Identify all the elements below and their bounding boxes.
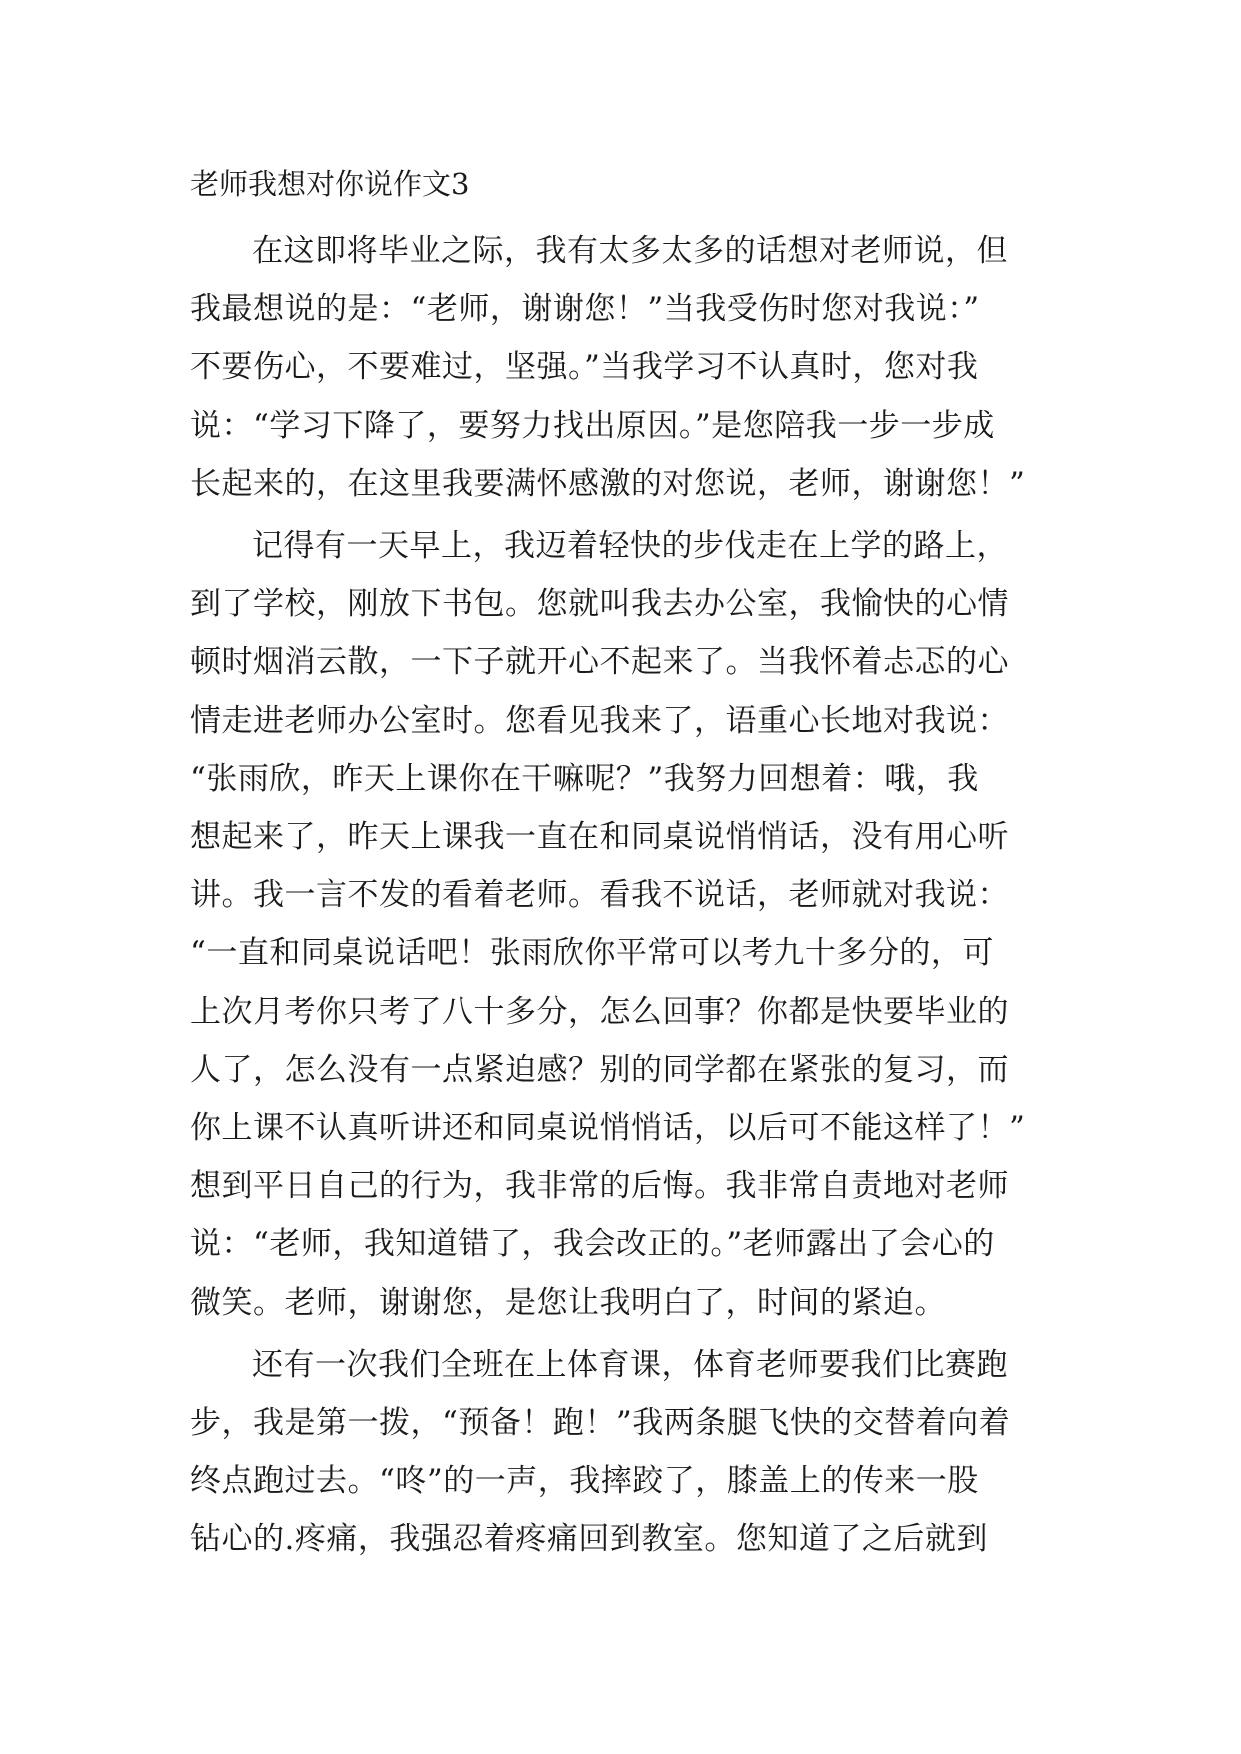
document-title: 老师我想对你说作文3 (190, 167, 470, 201)
paragraph-list (190, 222, 1050, 1569)
text-line: 说：“学习下降了，要努力找出原因。”是您陪我一步一步成 (190, 407, 995, 444)
text-line: 上次月考你只考了八十多分，怎么回事？你都是快要毕业的 (190, 993, 1009, 1030)
text-line: 想起来了，昨天上课我一直在和同桌说悄悄话，没有用心听 (190, 819, 1009, 856)
text-line: 说：“老师，我知道错了，我会改正的。”老师露出了会心的 (190, 1226, 995, 1263)
text-line: 情走进老师办公室时。您看见我来了，语重心长地对我说： (190, 702, 1009, 739)
text-line: 终点跑过去。“咚”的一声，我摔跤了，膝盖上的传来一股 (190, 1463, 979, 1500)
text-line: 步，我是第一拨，“预备！跑！”我两条腿飞快的交替着向着 (190, 1405, 1011, 1442)
text-line: 长起来的，在这里我要满怀感激的对您说，老师，谢谢您！” (190, 465, 1026, 502)
text-line: 讲。我一言不发的看着老师。看我不说话，老师就对我说： (190, 877, 1009, 914)
text-line: 不要伤心，不要难过，坚强。”当我学习不认真时，您对我 (190, 349, 979, 386)
text-line: 想到平日自己的行为，我非常的后悔。我非常自责地对老师 (190, 1168, 1009, 1205)
text-line: 还有一次我们全班在上体育课，体育老师要我们比赛跑 (252, 1346, 1008, 1383)
text-line: 在这即将毕业之际，我有太多太多的话想对老师说，但 (252, 233, 1008, 269)
paragraph (190, 222, 1050, 513)
paragraph (190, 1336, 1050, 1569)
text-line: “一直和同桌说话吧！张雨欣你平常可以考九十多分的，可 (190, 935, 994, 972)
text-line: 顿时烟消云散，一下子就开心不起来了。当我怀着忐忑的心 (190, 644, 1009, 681)
document-body (190, 164, 1050, 1573)
text-line: “张雨欣，昨天上课你在干嘛呢？”我努力回想着：哦，我 (190, 760, 979, 797)
text-line: 微笑。老师，谢谢您，是您让我明白了，时间的紧迫。 (190, 1284, 946, 1321)
paragraph (190, 517, 1050, 1332)
text-line: 你上课不认真听讲还和同桌说悄悄话，以后可不能这样了！” (190, 1110, 1026, 1147)
text-line: 到了学校，刚放下书包。您就叫我去办公室，我愉快的心情 (190, 586, 1009, 623)
text-line: 人了，怎么没有一点紧迫感？别的同学都在紧张的复习，而 (190, 1051, 1009, 1088)
text-line: 我最想说的是：“老师，谢谢您！”当我受伤时您对我说：” (190, 291, 980, 328)
text-line: 记得有一天早上，我迈着轻快的步伐走在上学的路上， (252, 528, 1008, 565)
text-line: 钻心的.疼痛，我强忍着疼痛回到教室。您知道了之后就到 (190, 1521, 988, 1558)
